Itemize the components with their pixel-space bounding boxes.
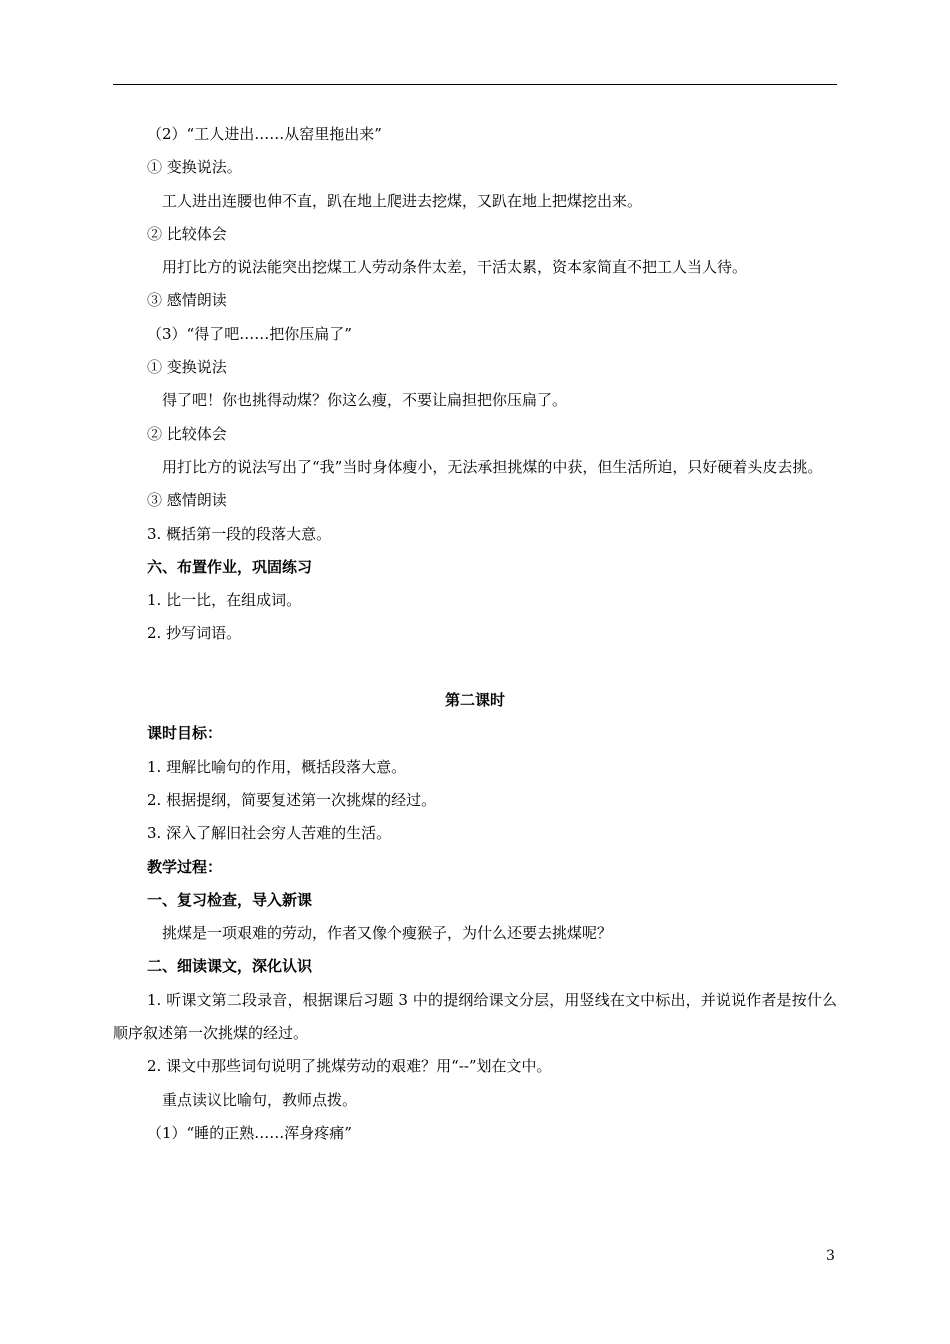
step-change-wording: ① 变换说法。 (147, 158, 242, 177)
step-compare: ② 比较体会 (147, 224, 227, 243)
step-read-aloud: ③ 感情朗读 (147, 291, 227, 310)
list-item: 2. 抄写词语。 (147, 624, 242, 643)
section-heading: 教学过程： (147, 857, 223, 876)
answer-text: 工人进出连腰也伸不直，趴在地上爬进去挖煤，又趴在地上把煤挖出来。 (162, 191, 643, 210)
body-text: 重点读议比喻句，教师点拨。 (162, 1090, 358, 1109)
list-item: 1. 理解比喻句的作用，概括段落大意。 (147, 757, 407, 776)
page-number: 3 (826, 1248, 835, 1264)
lesson-title: 第二课时 (444, 691, 505, 710)
blank-line (113, 651, 837, 684)
section-heading: 二、细读课文，深化认识 (147, 957, 313, 976)
list-item-paragraph: 1. 听课文第二段录音，根据课后习题 3 中的提纲给课文分层，用竖线在文中标出，并说说作者是按什么顺序叙述第一次挑煤的经过。 (113, 990, 837, 1043)
list-item: 2. 课文中那些词句说明了挑煤劳动的艰难？用“--”划在文中。 (147, 1057, 552, 1076)
step-compare: ② 比较体会 (147, 424, 227, 443)
section-heading: 课时目标： (147, 724, 223, 743)
list-item: 1. 比一比，在组成词。 (147, 591, 302, 610)
header-rule (113, 84, 837, 85)
step-read-aloud: ③ 感情朗读 (147, 491, 227, 510)
list-item: 2. 根据提纲，简要复述第一次挑煤的经过。 (147, 790, 437, 809)
subitem-heading-3: （3）“得了吧……把你压扁了” (147, 324, 352, 343)
subitem-heading-2: （2）“工人进出……从窑里拖出来” (147, 125, 382, 143)
answer-text: 得了吧！你也挑得动煤？你这么瘦，不要让扁担把你压扁了。 (162, 391, 568, 410)
list-item: 3. 概括第一段的段落大意。 (147, 524, 332, 543)
step-change-wording: ① 变换说法 (147, 358, 227, 377)
subitem-heading-1: （1）“睡的正熟……浑身疼痛” (147, 1123, 352, 1142)
answer-paragraph: 用打比方的说法写出了“我”当时身体瘦小，无法承担挑煤的中获，但生活所迫，只好硬着头皮去挑。 (162, 457, 823, 476)
document-body (113, 118, 837, 1150)
list-item: 3. 深入了解旧社会穷人苦难的生活。 (147, 824, 392, 843)
answer-text: 用打比方的说法能突出挖煤工人劳动条件太差，干活太累，资本家简直不把工人当人待。 (162, 258, 748, 277)
section-heading: 一、复习检查，导入新课 (147, 890, 313, 909)
section-heading: 六、布置作业，巩固练习 (147, 557, 313, 576)
body-text: 挑煤是一项艰难的劳动，作者又像个瘦猴子，为什么还要去挑煤呢？ (162, 924, 613, 943)
